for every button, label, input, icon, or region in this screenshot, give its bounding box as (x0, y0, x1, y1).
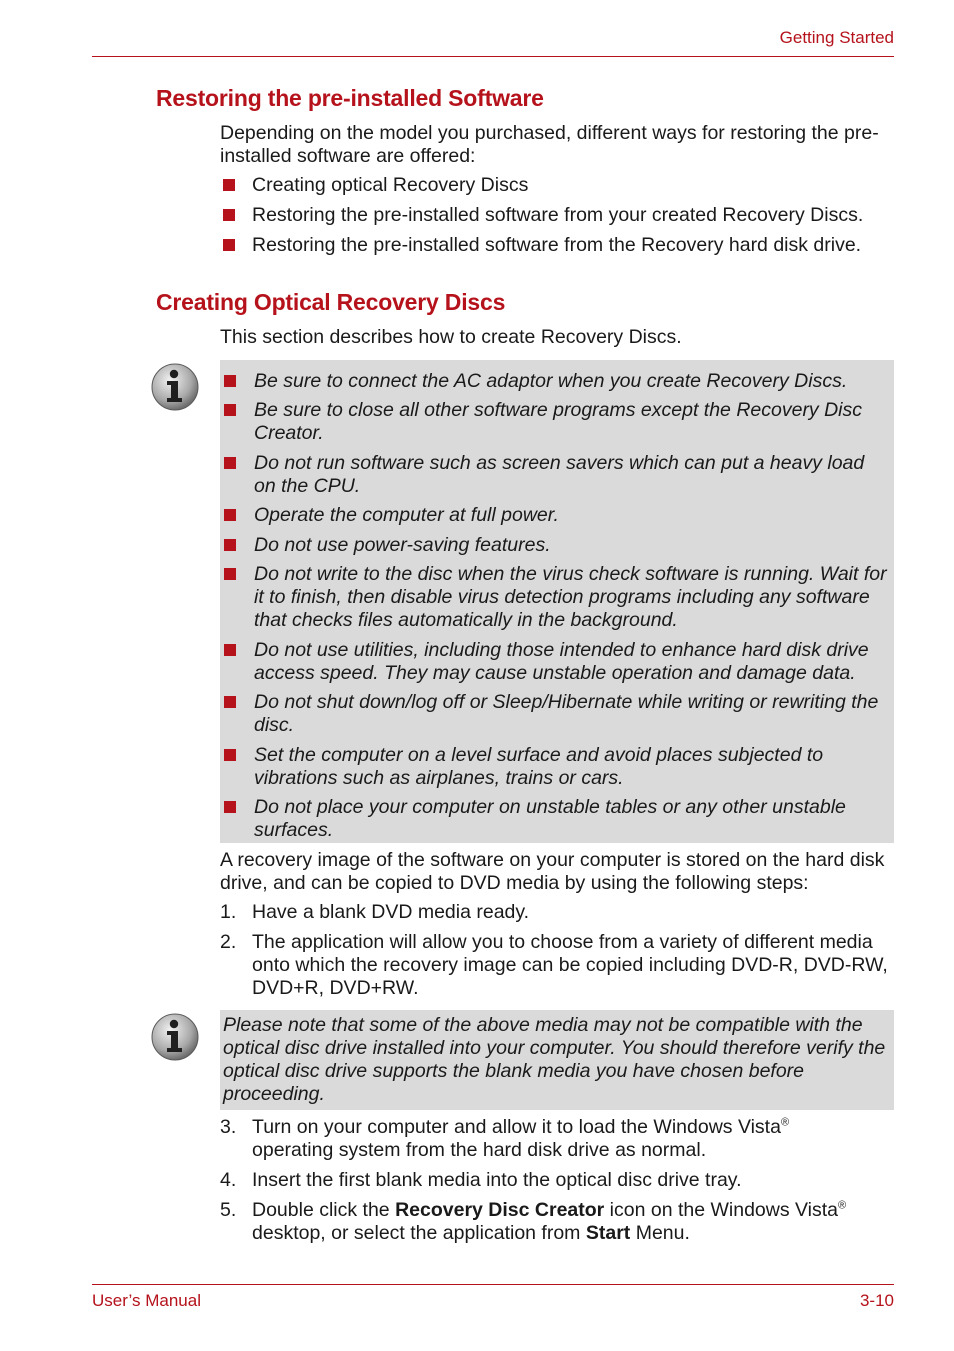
list-item: Do not run software such as screen savers which can put a heavy load on the CPU. (220, 452, 894, 498)
header-rule (92, 56, 894, 57)
recovery-image-paragraph: A recovery image of the software on your computer is stored on the hard disk drive, and can be copied to DVD media by using the following steps: (220, 849, 885, 894)
list-item: Do not use power-saving features. (220, 534, 894, 557)
bullet-square-icon (224, 696, 236, 708)
step-item: 3. Turn on your computer and allow it to load the Windows Vista® operating system from the hard disk drive as normal. (220, 1116, 790, 1161)
list-item: Do not use utilities, including those intended to enhance hard disk drive access speed. They may cause unstable operation and damage data. (220, 639, 894, 685)
bullet-square-icon (224, 375, 236, 387)
warning-note-box (220, 360, 894, 843)
steps-list-a (220, 901, 900, 1000)
bullet-square-icon (224, 568, 236, 580)
list-item: Creating optical Recovery Discs (220, 174, 900, 197)
bullet-square-icon (224, 801, 236, 813)
list-item: Do not write to the disc when the virus check software is running. Wait for it to finish, then disable virus detection programs including any software that checks files automatically in the background. (220, 563, 894, 632)
bullet-square-icon (223, 179, 235, 191)
list-item: Do not shut down/log off or Sleep/Hibernate while writing or rewriting the disc. (220, 691, 894, 737)
footer-manual-title: User’s Manual (92, 1291, 201, 1310)
step-item: 2. The application will allow you to choose from a variety of different media onto which the recovery image can be copied including DVD-R, DVD-RW, DVD+R, DVD+RW. (220, 931, 888, 999)
bullet-square-icon (224, 539, 236, 551)
bullet-square-icon (223, 239, 235, 251)
section-heading-creating: Creating Optical Recovery Discs (156, 289, 506, 315)
info-icon (150, 362, 200, 412)
bullet-square-icon (224, 749, 236, 761)
header-section-title: Getting Started (779, 28, 894, 47)
list-item: Do not place your computer on unstable tables or any other unstable surfaces. (220, 796, 894, 842)
compatibility-note-text: Please note that some of the above media may not be compatible with the optical disc drive installed into your computer. You should therefore verify the optical disc drive supports the blank media you have chosen before proceeding. (223, 1014, 886, 1105)
bullet-square-icon (224, 509, 236, 521)
section-heading-restoring: Restoring the pre-installed Software (156, 85, 544, 111)
bullet-square-icon (224, 404, 236, 416)
creating-intro: This section describes how to create Recovery Discs. (220, 326, 682, 348)
steps-list-b (220, 1116, 900, 1245)
info-icon (150, 1012, 200, 1062)
step-item: 5. Double click the Recovery Disc Creator icon on the Windows Vista® desktop, or select the application from Start Menu. (220, 1199, 847, 1244)
list-item: Set the computer on a level surface and avoid places subjected to vibrations such as airplanes, trains or cars. (220, 744, 894, 790)
restoring-intro: Depending on the model you purchased, different ways for restoring the pre-installed software are offered: (220, 122, 879, 167)
list-item: Restoring the pre-installed software from your created Recovery Discs. (220, 204, 900, 227)
restoring-bullet-list (220, 174, 900, 257)
list-item: Be sure to connect the AC adaptor when you create Recovery Discs. (220, 370, 894, 393)
note-bullet-list (220, 360, 894, 842)
bullet-square-icon (224, 457, 236, 469)
footer-page-number: 3-10 (859, 1291, 894, 1310)
step-item: 1. Have a blank DVD media ready. (220, 901, 530, 923)
list-item: Restoring the pre-installed software from the Recovery hard disk drive. (220, 234, 900, 257)
footer-rule (92, 1284, 894, 1285)
bullet-square-icon (223, 209, 235, 221)
compatibility-note-box (220, 1010, 894, 1110)
list-item: Operate the computer at full power. (220, 504, 894, 527)
bullet-square-icon (224, 644, 236, 656)
step-item: 4. Insert the first blank media into the optical disc drive tray. (220, 1169, 742, 1191)
list-item: Be sure to close all other software programs except the Recovery Disc Creator. (220, 399, 894, 445)
